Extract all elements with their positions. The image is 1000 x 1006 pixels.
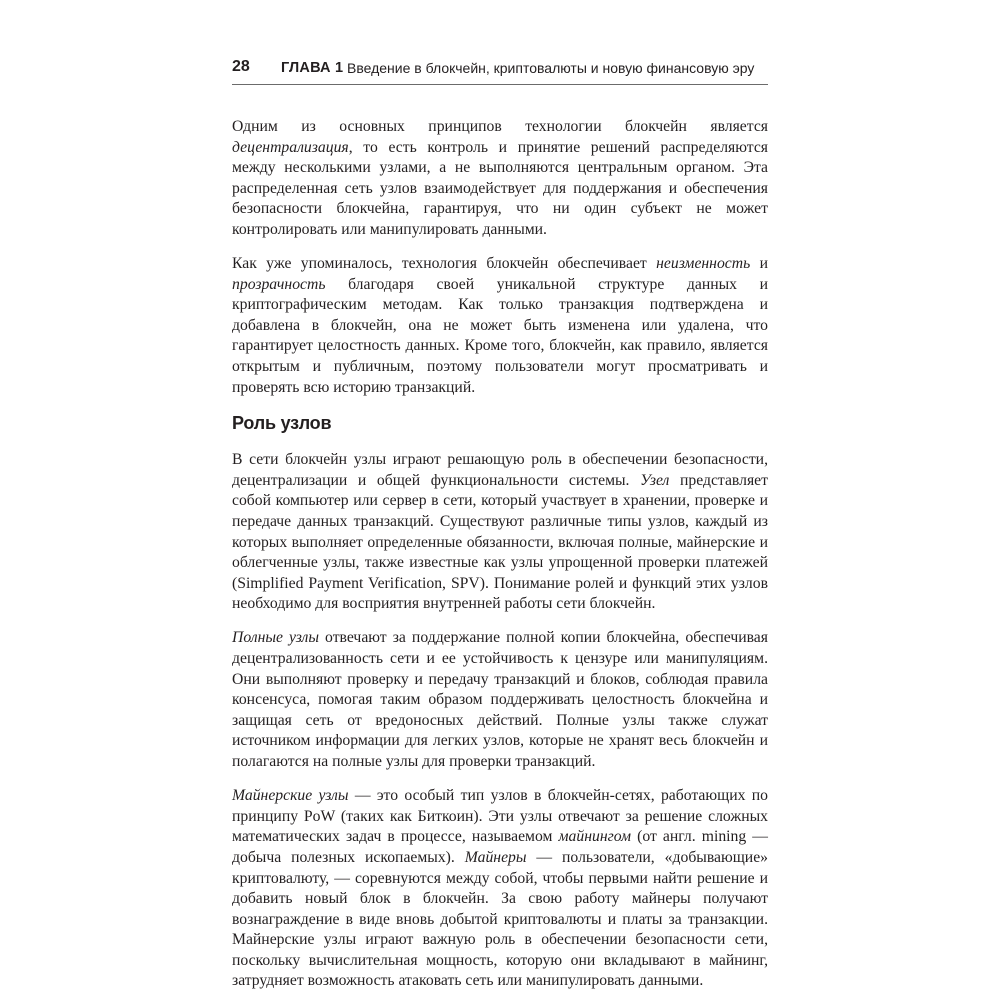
- text-run: Как уже упоминалось, технология блокчейн обеспечивает: [232, 255, 657, 273]
- text-run: и: [750, 255, 768, 273]
- page-body: [232, 117, 768, 1006]
- paragraph-immutability: [232, 254, 768, 398]
- emphasis-term: децентрализация: [232, 138, 349, 156]
- emphasis-term: Полные узлы: [232, 629, 319, 647]
- running-header: [232, 57, 768, 83]
- emphasis-term: Майнерские узлы: [232, 787, 349, 805]
- emphasis-term: неизменность: [656, 255, 751, 273]
- text-run: (от англ. mining — добыча полезных ископаемых).: [232, 828, 768, 866]
- page-number: 28: [232, 58, 250, 75]
- section-heading: Роль узлов: [232, 413, 332, 434]
- paragraph-full-nodes: [232, 628, 768, 772]
- chapter-title: Введение в блокчейн, криптовалюты и новую финансовую эру: [347, 60, 755, 76]
- text-run: Одним из основных принципов технологии блокчейн является: [232, 118, 768, 135]
- emphasis-term: Узел: [640, 471, 670, 489]
- chapter-label: ГЛАВА 1: [281, 60, 344, 76]
- text-run: В сети блокчейн узлы играют решающую роль в обеспечении безопасности, децентрализации и общей функциональности системы.: [232, 451, 768, 489]
- text-run: отвечают за поддержание полной копии блокчейна, обеспечивая децентрализованность сети и ее устойчивость к цензуре или манипуляциям. Они выполняют проверку и передачу транзакций и блоков, соблюдая правила консенсуса, помогая таким образом поддерживать целостность блокчейна и защищая сеть от вредоносных действий. Полные узлы также служат источником информации для легких узлов, которые не хранят весь блокчейн и полагаются на полные узлы для проверки транзакций.: [232, 629, 768, 771]
- emphasis-term: майнингом: [558, 828, 632, 846]
- emphasis-term: прозрачность: [232, 275, 326, 293]
- text-run: — пользователи, «добывающие» криптовалюту, — соревнуются между собой, чтобы первыми найти решение и добавить новый блок в блокчейн. За свою работу майнеры получают вознаграждение в виде вновь добытой криптовалюты и платы за транзакции. Майнерские узлы играют важную роль в обеспечении безопасности сети, поскольку вычислительная мощность, которую они вкладывают в майнинг, затрудняет возможность атаковать сеть или манипулировать данными.: [232, 848, 769, 990]
- header-divider: [232, 84, 768, 85]
- text-run: — это особый тип узлов в блокчейн-сетях, работающих по принципу PoW (таких как Биткоин). Эти узлы отвечают за решение сложных математических задач в процессе, называемом: [232, 787, 768, 846]
- paragraph-nodes-role: [232, 450, 768, 615]
- emphasis-term: Майнеры: [464, 848, 527, 866]
- paragraph-mining-nodes: [232, 786, 768, 992]
- text-run: благодаря своей уникальной структуре данных и криптографическим методам. Как только транзакция подтверждена и добавлена в блокчейн, она не может быть изменена или удалена, что гарантирует целостность данных. Кроме того, блокчейн, как правило, является открытым и публичным, поэтому пользователи могут просматривать и проверять всю историю транзакций.: [232, 275, 768, 396]
- text-run: представляет собой компьютер или сервер в сети, который участвует в хранении, проверке и передаче данных транзакций. Существуют различные типы узлов, каждый из которых выполняет определенные обязанности, включая полные, майнерские и облегченные узлы, также известные как узлы упрощенной проверки платежей (Simplified Payment Verification, SPV). Понимание ролей и функций этих узлов необходимо для восприятия внутренней работы сети блокчейн.: [232, 471, 768, 613]
- text-run: , то есть контроль и принятие решений распределяются между несколькими узлами, а не выполняются центральным органом. Эта распределенная сеть узлов взаимодействует для поддержания и обеспечения безопасности блокчейна, гарантируя, что ни один субъект не может контролировать или манипулировать данными.: [232, 138, 768, 238]
- paragraph-decentralization: [232, 117, 768, 241]
